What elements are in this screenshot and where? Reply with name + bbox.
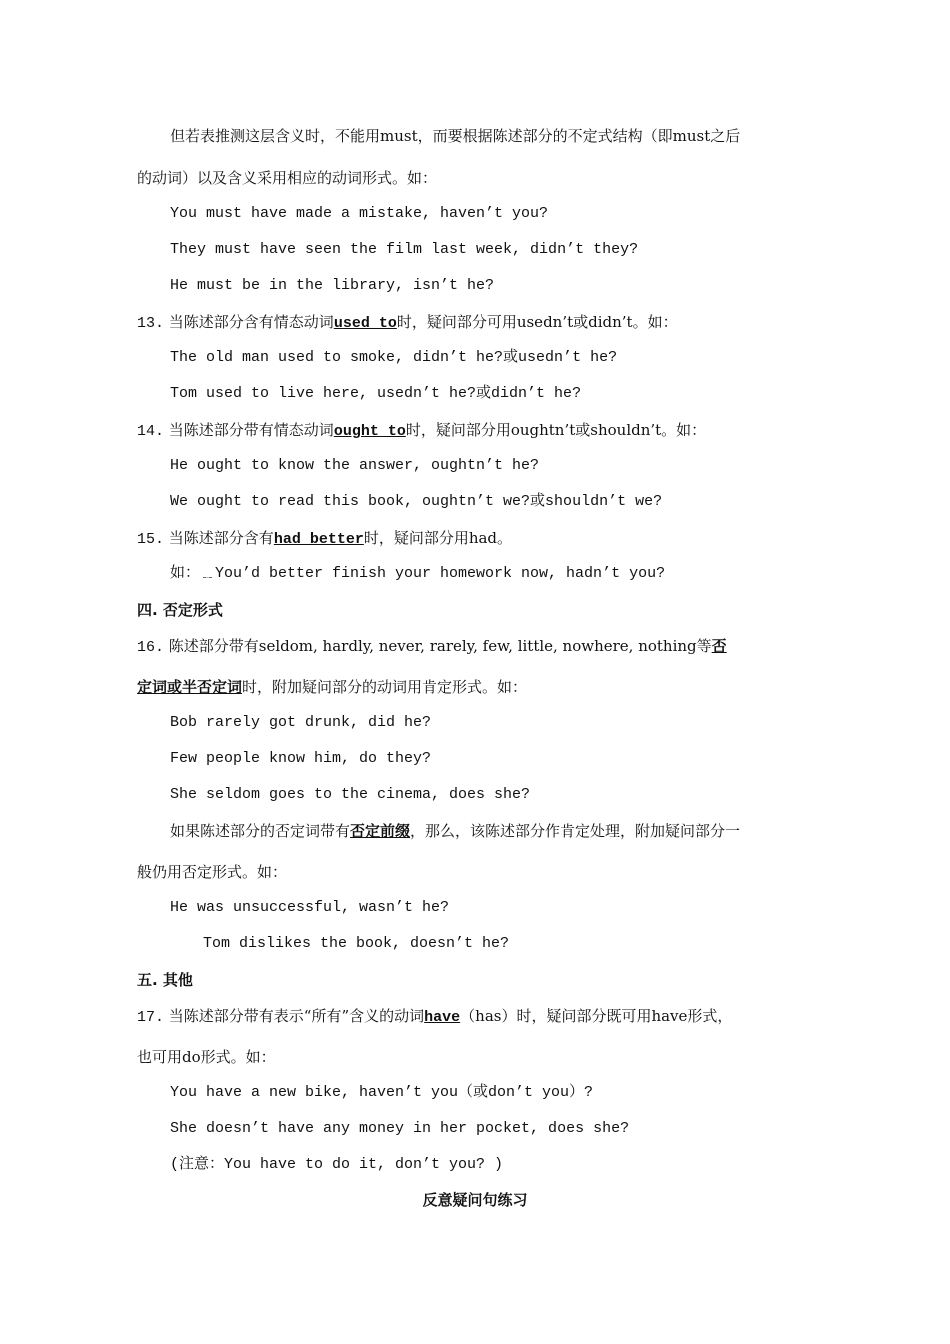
example-sentence: He ought to know the answer, oughtn’t he? <box>170 457 540 474</box>
rule-number: 13. <box>137 315 165 332</box>
example-sentence: (注意：You have to do it, don’t you? ) <box>170 1156 504 1173</box>
example-sentence: They must have seen the film last week, didn’t they? <box>170 241 639 258</box>
rule-keyword: had better <box>273 531 364 548</box>
rule-number: 15. <box>137 531 165 548</box>
rule-text: 当陈述部分含有情态动词 <box>168 313 334 331</box>
rule-keyword: 否定前缀 <box>350 822 411 840</box>
rule-text: 时，疑问部分用oughtn’t或shouldn’t。如： <box>405 421 707 439</box>
paragraph-line: 般仍用否定形式。如： <box>137 863 288 881</box>
rule-text: 陈述部分带有seldom, hardly, never, rarely, few, little, nowhere, nothing等 <box>168 637 712 655</box>
rule-keyword: 否 <box>711 637 727 655</box>
example-sentence: She doesn’t have any money in her pocket, does she? <box>170 1120 630 1137</box>
example-sentence: We ought to read this book, oughtn’t we?或shouldn’t we? <box>170 493 663 510</box>
rule-text: 时，疑问部分用had。 <box>363 529 513 547</box>
example-sentence: He was unsuccessful, wasn’t he? <box>170 899 450 916</box>
rule-text: 当陈述部分带有情态动词 <box>168 421 334 439</box>
rule-16-continued <box>137 677 527 697</box>
example-sentence: She seldom goes to the cinema, does she? <box>170 786 531 803</box>
example-sentence: 如：﹎You’d better finish your homework now, hadn’t you? <box>170 565 666 582</box>
example-sentence: Few people know him, do they? <box>170 750 432 767</box>
example-sentence: You must have made a mistake, haven’t you? <box>170 205 549 222</box>
rule-text: 时，疑问部分可用usedn’t或didn’t。如： <box>396 313 678 331</box>
section-heading: 五. 其他 <box>137 971 193 989</box>
paragraph-line <box>170 821 740 841</box>
rule-keyword: 定词或半否定词 <box>137 678 243 696</box>
rule-keyword: ought to <box>333 423 406 440</box>
rule-number: 16. <box>137 639 165 656</box>
rule-number: 14. <box>137 423 165 440</box>
rule-keyword: have <box>424 1009 461 1026</box>
rule-14 <box>137 420 706 442</box>
rule-17 <box>137 1006 732 1028</box>
rule-text: 时，附加疑问部分的动词用肯定形式。如： <box>242 678 528 696</box>
paragraph-line: 也可用do形式。如： <box>137 1048 276 1066</box>
paragraph-line: 但若表推测这层含义时，不能用must，而要根据陈述部分的不定式结构（即must之后 <box>170 127 741 145</box>
rule-text: 当陈述部分带有表示“所有”含义的动词 <box>168 1007 425 1025</box>
example-sentence: He must be in the library, isn’t he? <box>170 277 495 294</box>
example-sentence: You have a new bike, haven’t you（或don’t you）? <box>170 1084 594 1101</box>
example-sentence: Bob rarely got drunk, did he? <box>170 714 432 731</box>
rule-text: （has）时，疑问部分既可用have形式， <box>460 1007 733 1025</box>
rule-text: 当陈述部分含有 <box>168 529 274 547</box>
paragraph-text: ，那么，该陈述部分作肯定处理，附加疑问部分一 <box>410 822 741 840</box>
example-sentence: Tom used to live here, usedn’t he?或didn’t he? <box>170 385 582 402</box>
exercise-title: 反意疑问句练习 <box>422 1191 528 1209</box>
rule-number: 17. <box>137 1009 165 1026</box>
example-sentence: Tom dislikes the book, doesn’t he? <box>203 935 510 952</box>
example-sentence: The old man used to smoke, didn’t he?或usedn’t he? <box>170 349 618 366</box>
paragraph-text: 如果陈述部分的否定词带有 <box>170 822 351 840</box>
section-heading: 四. 否定形式 <box>137 601 223 619</box>
rule-15 <box>137 528 512 550</box>
rule-keyword: used to <box>333 315 397 332</box>
rule-16 <box>137 636 727 658</box>
paragraph-line: 的动词）以及含义采用相应的动词形式。如： <box>137 169 438 187</box>
rule-13 <box>137 312 678 334</box>
